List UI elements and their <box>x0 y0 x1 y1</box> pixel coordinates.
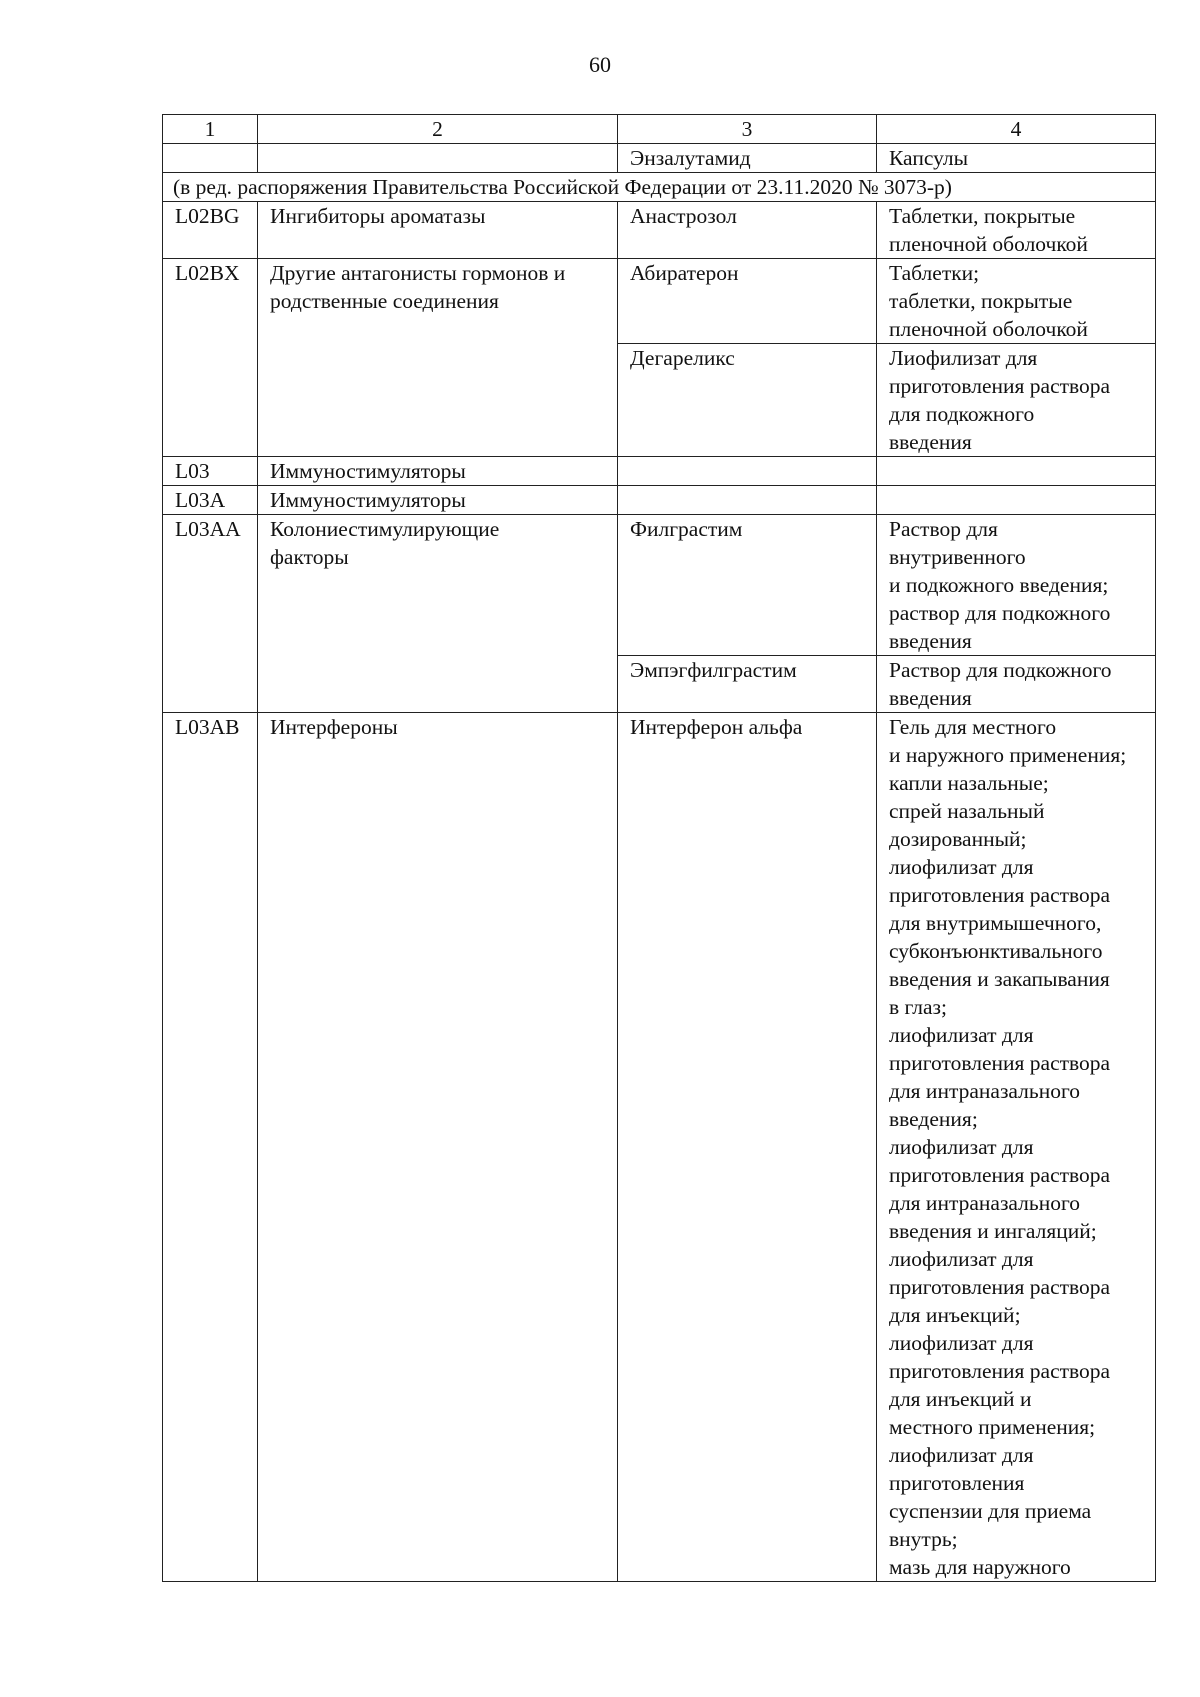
table-row-enzalutamide <box>163 144 1156 173</box>
dosage-form-line: и наружного применения; <box>889 743 1127 767</box>
drug-name-cell: Абиратерон <box>618 259 877 344</box>
dosage-form-line: в глаз; <box>889 995 947 1019</box>
drug-name-cell: Анастрозол <box>618 202 877 259</box>
dosage-form-line: введения и ингаляций; <box>889 1219 1097 1243</box>
dosage-form-line: мазь для наружного <box>889 1555 1071 1579</box>
dosage-form-line: Гель для местного <box>889 715 1057 739</box>
dosage-form-line: приготовления раствора <box>889 1359 1111 1383</box>
group-name-cell <box>258 515 618 713</box>
amendment-note: (в ред. распоряжения Правительства Российской Федерации от 23.11.2020 № 3073-р) <box>163 173 1156 202</box>
dosage-form-line: пленочной оболочкой <box>889 232 1088 256</box>
dosage-form-line: лиофилизат для <box>889 855 1034 879</box>
dosage-form-line: для интраназального <box>889 1191 1080 1215</box>
dosage-form-line: дозированный; <box>889 827 1027 851</box>
group-name-line: Другие антагонисты гормонов и <box>270 261 566 285</box>
dosage-form-line: для инъекций и <box>889 1387 1032 1411</box>
dosage-form-cell <box>877 486 1156 515</box>
table-header-row <box>163 115 1156 144</box>
dosage-form-line: лиофилизат для <box>889 1247 1034 1271</box>
group-name-cell: Ингибиторы ароматазы <box>258 202 618 259</box>
dosage-form-line: капли назальные; <box>889 771 1049 795</box>
group-name-cell <box>258 144 618 173</box>
column-header-4: 4 <box>877 115 1156 144</box>
dosage-form-line: введения; <box>889 1107 978 1131</box>
table-row-l03a <box>163 486 1156 515</box>
dosage-form-line: введения <box>889 686 972 710</box>
table-row-l02bx-abiraterone <box>163 259 1156 344</box>
drug-name-cell: Дегареликс <box>618 344 877 457</box>
group-name-cell: Иммуностимуляторы <box>258 457 618 486</box>
dosage-form-cell <box>877 656 1156 713</box>
dosage-form-line: Капсулы <box>889 146 969 170</box>
dosage-form-line: Таблетки; <box>889 261 980 285</box>
dosage-form-line: лиофилизат для <box>889 1023 1034 1047</box>
dosage-form-line: для инъекций; <box>889 1303 1021 1327</box>
dosage-form-line: внутривенного <box>889 545 1026 569</box>
dosage-form-line: приготовления раствора <box>889 1051 1111 1075</box>
table-row-l03aa-filgrastim <box>163 515 1156 656</box>
dosage-form-line: раствор для подкожного <box>889 601 1111 625</box>
dosage-form-line: для интраназального <box>889 1079 1080 1103</box>
column-header-1: 1 <box>163 115 258 144</box>
column-header-2: 2 <box>258 115 618 144</box>
dosage-form-cell <box>877 259 1156 344</box>
drug-name-cell <box>618 457 877 486</box>
dosage-form-line: Таблетки, покрытые <box>889 204 1076 228</box>
drug-name-cell <box>618 486 877 515</box>
dosage-form-line: приготовления раствора <box>889 1275 1111 1299</box>
drug-table <box>162 114 1156 1582</box>
dosage-form-line: приготовления раствора <box>889 883 1111 907</box>
dosage-form-cell <box>877 144 1156 173</box>
dosage-form-cell <box>877 457 1156 486</box>
dosage-form-cell <box>877 515 1156 656</box>
table-row-l03 <box>163 457 1156 486</box>
atc-code-cell: L03AB <box>163 713 258 1582</box>
dosage-form-line: таблетки, покрытые <box>889 289 1073 313</box>
group-name-line: родственные соединения <box>270 289 499 313</box>
group-name-cell: Иммуностимуляторы <box>258 486 618 515</box>
dosage-form-line: суспензии для приема <box>889 1499 1092 1523</box>
dosage-form-line: и подкожного введения; <box>889 573 1109 597</box>
dosage-form-line: приготовления раствора <box>889 374 1111 398</box>
dosage-form-line: лиофилизат для <box>889 1331 1034 1355</box>
dosage-form-line: местного применения; <box>889 1415 1096 1439</box>
atc-code-cell: L02BG <box>163 202 258 259</box>
dosage-form-line: внутрь; <box>889 1527 958 1551</box>
table-row-l02bg <box>163 202 1156 259</box>
group-name-cell: Интерфероны <box>258 713 618 1582</box>
group-name-line: Колониестимулирующие <box>270 517 500 541</box>
dosage-form-line: Раствор для подкожного <box>889 658 1112 682</box>
dosage-form-line: приготовления раствора <box>889 1163 1111 1187</box>
atc-code-cell: L03 <box>163 457 258 486</box>
dosage-form-cell <box>877 713 1156 1582</box>
group-name-cell <box>258 259 618 457</box>
column-header-3: 3 <box>618 115 877 144</box>
atc-code-cell: L03AA <box>163 515 258 713</box>
table-row-amendment-note <box>163 173 1156 202</box>
dosage-form-line: введения <box>889 430 972 454</box>
drug-name-cell: Филграстим <box>618 515 877 656</box>
dosage-form-line: введения и закапывания <box>889 967 1110 991</box>
dosage-form-line: для подкожного <box>889 402 1035 426</box>
table-row-l03ab <box>163 713 1156 1582</box>
atc-code-cell <box>163 144 258 173</box>
atc-code-cell: L03A <box>163 486 258 515</box>
drug-name-cell: Эмпэгфилграстим <box>618 656 877 713</box>
dosage-form-line: Лиофилизат для <box>889 346 1038 370</box>
dosage-form-line: субконъюнктивального <box>889 939 1103 963</box>
atc-code-cell: L02BX <box>163 259 258 457</box>
drug-name-cell: Интерферон альфа <box>618 713 877 1582</box>
drug-name-cell: Энзалутамид <box>618 144 877 173</box>
dosage-form-line: для внутримышечного, <box>889 911 1102 935</box>
dosage-form-cell <box>877 202 1156 259</box>
dosage-form-line: введения <box>889 629 972 653</box>
dosage-form-line: лиофилизат для <box>889 1443 1034 1467</box>
page-number: 60 <box>589 52 611 77</box>
dosage-form-line: лиофилизат для <box>889 1135 1034 1159</box>
group-name-line: факторы <box>270 545 349 569</box>
dosage-form-cell <box>877 344 1156 457</box>
dosage-form-line: Раствор для <box>889 517 998 541</box>
dosage-form-line: спрей назальный <box>889 799 1045 823</box>
dosage-form-line: приготовления <box>889 1471 1025 1495</box>
dosage-form-line: пленочной оболочкой <box>889 317 1088 341</box>
